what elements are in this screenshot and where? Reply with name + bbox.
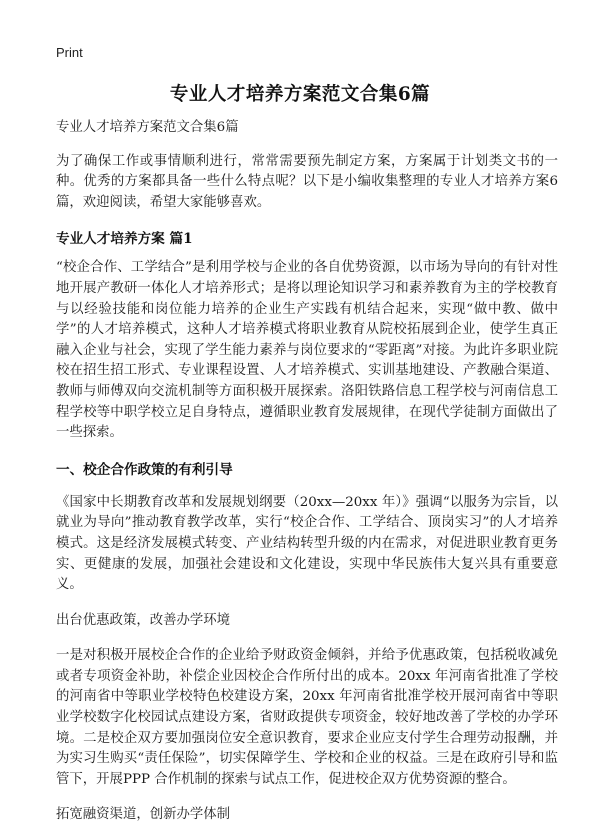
section-heading: 专业人才培养方案 篇1 xyxy=(56,231,193,248)
intro-paragraph: 为了确保工作或事情顺利进行，常常需要预先制定方案，方案属于计划类文书的一种。优秀的方案都具备一些什么特点呢？以下是小编收集整理的专业人才培养方案6篇，欢迎阅读，希望大家能够喜欢。 xyxy=(56,153,558,210)
print-link[interactable]: Print xyxy=(56,45,83,60)
document-subtitle: 专业人才培养方案范文合集6篇 xyxy=(56,120,239,135)
policy-paragraph: 《国家中长期教育改革和发展规划纲要（20xx—20xx 年）》强调“以服务为宗旨，以就业为导向”推动教育教学改革，实行“校企合作、工学结合、顶岗实习”的人才培养模式。这是经济发展模式转变、产业结构转型升级的内在需求，对促进职业教育更务实、更健康的发展，加强社会建设和文化建设，实现中华民族伟大复兴具有重要意义。 xyxy=(56,494,558,593)
document-body xyxy=(56,118,558,828)
subheading-financing: 拓宽融资渠道，创新办学体制 xyxy=(56,807,231,823)
incentives-paragraph: 一是对积极开展校企合作的企业给予财政资金倾斜，并给予优惠政策，包括税收减免或者专项资金补助，补偿企业因校企合作所付出的成本。20xx 年河南省批准了学校的河南省中等职业学校特色校建设方案，20xx 年河南省批准学校开展河南省中等职业学校数字化校园试点建设方案，省财政提供专项资金，较好地改善了学校的办学环境。二是校企双方要加强岗位安全意识教育，要求企业应支付学生合理劳动报酬，并为实习生购买“责任保险”，切实保障学生、学校和企业的权益。三是在政府引导和监管下，开展PPP 合作机制的探索与试点工作，促进校企双方优势资源的整合。 xyxy=(56,648,558,787)
document-title: 专业人才培养方案范文合集6篇 xyxy=(169,84,431,105)
policy-heading: 一、校企合作政策的有利引导 xyxy=(56,461,233,478)
subheading-incentives: 出台优惠政策，改善办学环境 xyxy=(56,612,231,628)
section-paragraph: “校企合作、工学结合”是利用学校与企业的各自优势资源，以市场为导向的有针对性地开展产教研一体化人才培养形式；是将以理论知识学习和素养教育为主的学校教育与以经验技能和岗位能力培养的企业生产实践有机结合起来，实现“做中教、做中学”的人才培养模式，这种人才培养模式将职业教育从院校拓展到企业，使学生真正融入企业与社会，实现了学生能力素养与岗位要求的“零距离”对接。为此许多职业院校在招生招工形式、专业课程设置、人才培养模式、实训基地建设、产教融合渠道、教师与师傅双向交流机制等方面积极开展探索。洛阳铁路信息工程学校与河南信息工程学校等中职学校立足自身特点，遵循职业教育发展规律，在现代学徒制方面做出了一些探索。 xyxy=(56,260,558,441)
